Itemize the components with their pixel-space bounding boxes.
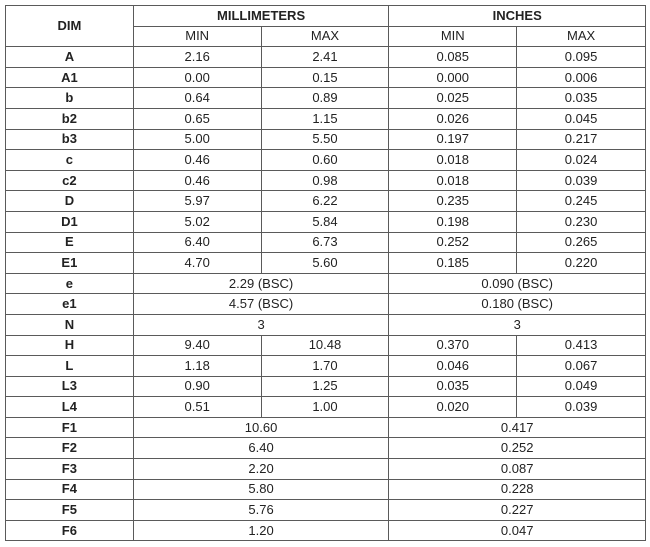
in-max-cell: 0.006 [517,67,646,88]
mm-max-cell: 5.84 [261,211,389,232]
in-min-cell: 0.025 [389,88,517,109]
mm-max-cell: 1.70 [261,356,389,377]
mm-max-cell: 0.98 [261,170,389,191]
in-max-header: MAX [517,26,646,47]
in-min-cell: 0.370 [389,335,517,356]
in-max-cell: 0.045 [517,108,646,129]
in-value-cell: 0.087 [389,459,646,480]
mm-min-cell: 0.46 [133,170,261,191]
mm-max-cell: 10.48 [261,335,389,356]
mm-max-cell: 1.00 [261,397,389,418]
mm-min-cell: 9.40 [133,335,261,356]
dim-cell: E1 [6,253,134,274]
table-row [6,232,646,253]
in-value-cell: 0.417 [389,417,646,438]
table-row [6,88,646,109]
dim-cell: F6 [6,520,134,541]
header-row-groups [6,6,646,27]
mm-value-cell: 1.20 [133,520,389,541]
table-row [6,253,646,274]
mm-max-cell: 2.41 [261,47,389,68]
mm-max-cell: 0.89 [261,88,389,109]
table-body [6,47,646,541]
table-row [6,376,646,397]
table-row [6,459,646,480]
dimensions-table [5,5,646,541]
mm-max-cell: 5.60 [261,253,389,274]
dim-cell: L4 [6,397,134,418]
in-max-cell: 0.039 [517,397,646,418]
in-min-cell: 0.235 [389,191,517,212]
mm-value-cell: 4.57 (BSC) [133,294,389,315]
in-value-cell: 3 [389,314,646,335]
millimeters-header: MILLIMETERS [133,6,389,27]
dim-cell: F5 [6,500,134,521]
in-value-cell: 0.090 (BSC) [389,273,646,294]
mm-min-cell: 5.00 [133,129,261,150]
table-row [6,294,646,315]
mm-min-cell: 2.16 [133,47,261,68]
dim-cell: H [6,335,134,356]
in-max-cell: 0.024 [517,150,646,171]
in-max-cell: 0.265 [517,232,646,253]
in-min-cell: 0.018 [389,170,517,191]
dim-cell: b2 [6,108,134,129]
in-max-cell: 0.220 [517,253,646,274]
mm-value-cell: 3 [133,314,389,335]
mm-min-cell: 0.90 [133,376,261,397]
table-row [6,273,646,294]
in-value-cell: 0.228 [389,479,646,500]
in-min-cell: 0.018 [389,150,517,171]
mm-max-cell: 5.50 [261,129,389,150]
mm-min-cell: 5.97 [133,191,261,212]
in-min-cell: 0.046 [389,356,517,377]
in-max-cell: 0.049 [517,376,646,397]
in-max-cell: 0.039 [517,170,646,191]
in-max-cell: 0.067 [517,356,646,377]
in-value-cell: 0.047 [389,520,646,541]
in-min-cell: 0.035 [389,376,517,397]
table-row [6,170,646,191]
mm-value-cell: 6.40 [133,438,389,459]
dim-cell: c2 [6,170,134,191]
mm-max-cell: 6.73 [261,232,389,253]
in-value-cell: 0.252 [389,438,646,459]
in-min-cell: 0.020 [389,397,517,418]
in-min-cell: 0.000 [389,67,517,88]
table-row [6,150,646,171]
mm-max-cell: 0.60 [261,150,389,171]
dim-cell: A1 [6,67,134,88]
dim-cell: D1 [6,211,134,232]
in-max-cell: 0.413 [517,335,646,356]
in-min-cell: 0.185 [389,253,517,274]
mm-value-cell: 5.76 [133,500,389,521]
mm-value-cell: 2.29 (BSC) [133,273,389,294]
dim-cell: c [6,150,134,171]
table-row [6,191,646,212]
table-header [6,6,646,47]
mm-max-cell: 6.22 [261,191,389,212]
mm-min-cell: 1.18 [133,356,261,377]
in-min-cell: 0.197 [389,129,517,150]
mm-min-cell: 0.00 [133,67,261,88]
dim-cell: b [6,88,134,109]
mm-min-cell: 0.46 [133,150,261,171]
table-row [6,397,646,418]
in-value-cell: 0.227 [389,500,646,521]
dim-cell: e1 [6,294,134,315]
table-row [6,438,646,459]
in-max-cell: 0.217 [517,129,646,150]
in-min-header: MIN [389,26,517,47]
dim-cell: e [6,273,134,294]
table-row [6,335,646,356]
mm-min-cell: 6.40 [133,232,261,253]
table-row [6,108,646,129]
table-row [6,67,646,88]
dim-cell: E [6,232,134,253]
mm-max-cell: 1.15 [261,108,389,129]
dim-cell: F4 [6,479,134,500]
dim-cell: F3 [6,459,134,480]
table-row [6,520,646,541]
in-min-cell: 0.252 [389,232,517,253]
mm-max-cell: 1.25 [261,376,389,397]
dim-cell: F1 [6,417,134,438]
in-max-cell: 0.095 [517,47,646,68]
in-max-cell: 0.035 [517,88,646,109]
table-row [6,129,646,150]
dim-cell: D [6,191,134,212]
in-min-cell: 0.026 [389,108,517,129]
in-max-cell: 0.230 [517,211,646,232]
table-row [6,417,646,438]
inches-header: INCHES [389,6,646,27]
table-row [6,314,646,335]
in-max-cell: 0.245 [517,191,646,212]
mm-min-cell: 0.64 [133,88,261,109]
table-row [6,211,646,232]
in-value-cell: 0.180 (BSC) [389,294,646,315]
mm-min-cell: 0.51 [133,397,261,418]
mm-min-cell: 4.70 [133,253,261,274]
in-min-cell: 0.085 [389,47,517,68]
table-row [6,500,646,521]
dim-cell: L [6,356,134,377]
mm-max-cell: 0.15 [261,67,389,88]
mm-value-cell: 5.80 [133,479,389,500]
table-row [6,47,646,68]
mm-value-cell: 10.60 [133,417,389,438]
table-row [6,479,646,500]
mm-min-header: MIN [133,26,261,47]
table-row [6,356,646,377]
in-min-cell: 0.198 [389,211,517,232]
mm-min-cell: 0.65 [133,108,261,129]
dim-cell: L3 [6,376,134,397]
mm-max-header: MAX [261,26,389,47]
mm-value-cell: 2.20 [133,459,389,480]
dim-cell: N [6,314,134,335]
dim-cell: A [6,47,134,68]
dim-cell: b3 [6,129,134,150]
dim-header: DIM [6,6,134,47]
mm-min-cell: 5.02 [133,211,261,232]
dim-cell: F2 [6,438,134,459]
